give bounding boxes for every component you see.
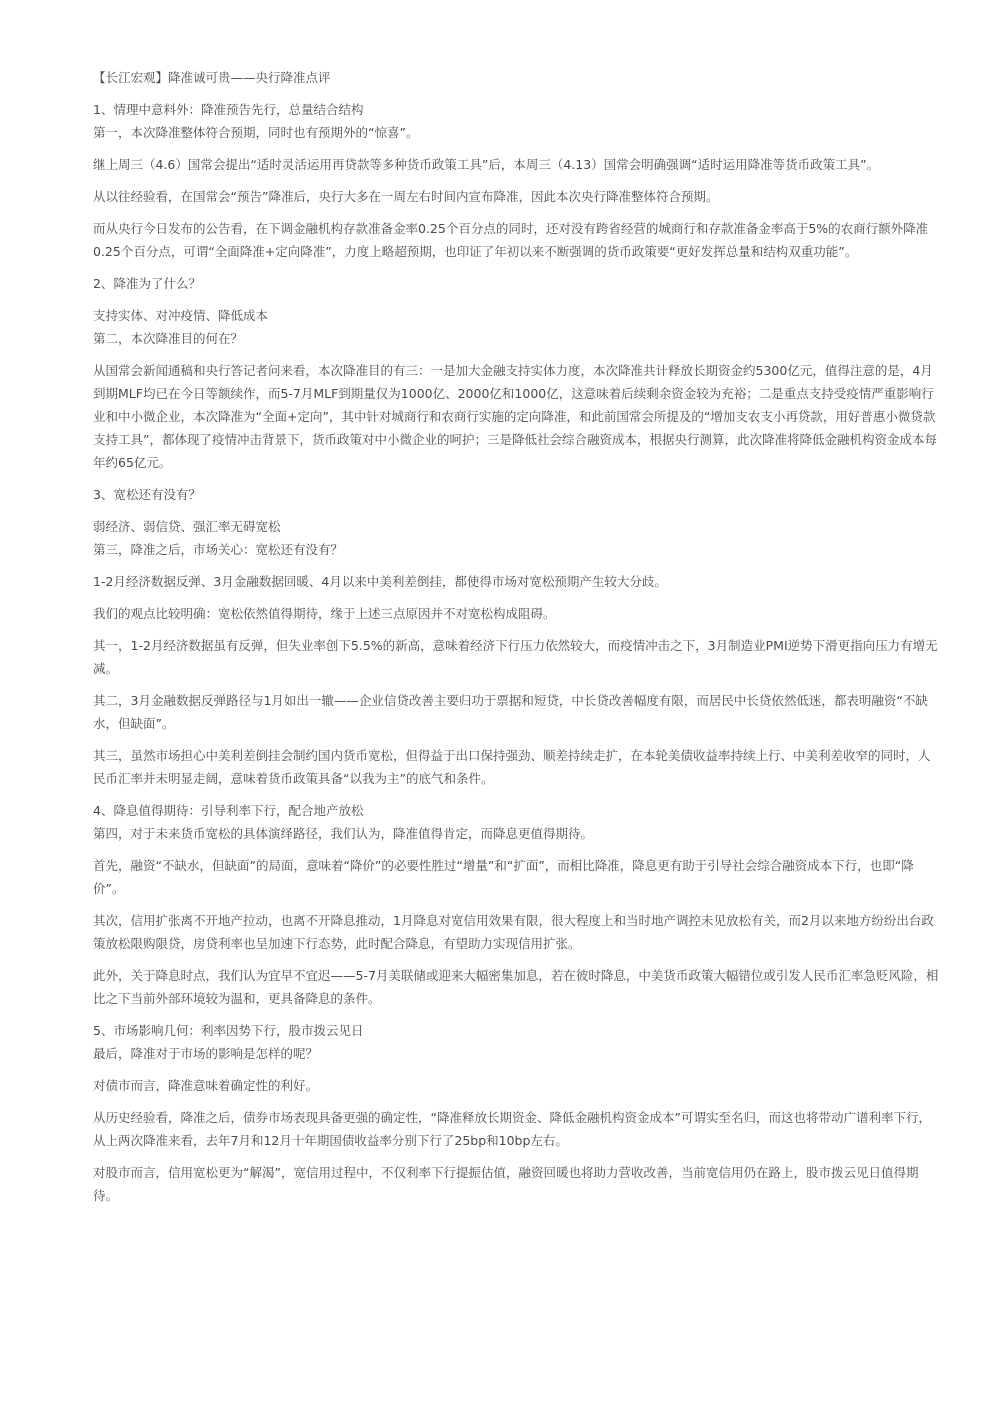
paragraph: 我们的观点比较明确：宽松依然值得期待，缘于上述三点原因并不对宽松构成阻碍。 [93, 606, 556, 621]
paragraph: 从历史经验看，降准之后，债券市场表现具备更强的确定性，“降准释放长期资金、降低金融机构资金成本”可谓实至名归，而这也将带动广谱利率下行，从上两次降准来看，去年7月和12月十年期国债收益率分别下行了25bp和10bp左右。 [93, 1110, 931, 1148]
document-title: 【长江宏观】降准诚可贵——央行降准点评 [93, 70, 331, 85]
paragraph: 而从央行今日发布的公告看，在下调金融机构存款准备金率0.25个百分点的同时，还对没有跨省经营的城商行和存款准备金率高于5%的农商行额外降准0.25个百分点，可谓“全面降准+定向降准”，力度上略超预期，也印证了年初以来不断强调的货币政策要“更好发挥总量和结构双重功能”。 [93, 221, 929, 259]
section-2-heading: 2、降准为了什么？ [93, 276, 201, 291]
paragraph: 继上周三（4.6）国常会提出“适时灵活运用再贷款等多种货币政策工具”后，本周三（4.13）国常会明确强调“适时运用降准等货币政策工具”。 [93, 157, 880, 172]
section-2-subheading: 支持实体、对冲疫情、降低成本 [93, 308, 269, 323]
section-3-subheading: 弱经济、弱信贷、强汇率无碍宽松 [93, 519, 281, 534]
paragraph: 对债市而言，降准意味着确定性的利好。 [93, 1078, 319, 1093]
paragraph: 其一，1-2月经济数据虽有反弹，但失业率创下5.5%的新高，意味着经济下行压力依然较大，而疫情冲击之下，3月制造业PMI逆势下滑更指向压力有增无减。 [93, 638, 938, 676]
paragraph: 最后，降准对于市场的影响是怎样的呢？ [93, 1046, 319, 1061]
paragraph: 对股市而言，信用宽松更为“解渴”，宽信用过程中，不仅利率下行提振估值，融资回暖也将助力营收改善，当前宽信用仍在路上，股市拨云见日值得期待。 [93, 1165, 919, 1203]
section-4-heading: 4、降息值得期待：引导利率下行，配合地产放松 [93, 803, 364, 818]
paragraph: 1-2月经济数据反弹、3月金融数据回暖、4月以来中美利差倒挂，都使得市场对宽松预期产生较大分歧。 [93, 574, 667, 589]
paragraph: 此外，关于降息时点，我们认为宜早不宜迟——5-7月美联储或迎来大幅密集加息，若在彼时降息，中美货币政策大幅错位或引发人民币汇率急贬风险，相比之下当前外部环境较为温和，更具备降息的条件。 [93, 968, 939, 1006]
paragraph: 首先，融资“不缺水，但缺面”的局面，意味着“降价”的必要性胜过“增量”和“扩面”，而相比降准，降息更有助于引导社会综合融资成本下行，也即“降价”。 [93, 858, 914, 896]
section-5-heading: 5、市场影响几何：利率因势下行，股市拨云见日 [93, 1023, 364, 1038]
section-3-heading: 3、宽松还有没有？ [93, 487, 201, 502]
paragraph: 第四，对于未来货币宽松的具体演绎路径，我们认为，降准值得肯定，而降息更值得期待。 [93, 826, 594, 841]
paragraph: 从以往经验看，在国常会“预告”降准后，央行大多在一周左右时间内宣布降准，因此本次央行降准整体符合预期。 [93, 189, 719, 204]
paragraph: 从国常会新闻通稿和央行答记者问来看，本次降准目的有三：一是加大金融支持实体力度，本次降准共计释放长期资金约5300亿元，值得注意的是，4月到期MLF均已在今日等额续作，而5-7月MLF到期量仅为1000亿、2000亿和1000亿，这意味着后续剩余资金较为充裕；二是重点支持受疫情严重影响行业和中小微企业，本次降准为“全面+定向”，其中针对城商行和农商行实施的定向降准，和此前国常会所提及的“增加支农支小再贷款，用好普惠小微贷款支持工具”，都体现了疫情冲击背景下，货币政策对中小微企业的呵护；三是降低社会综合融资成本，根据央行测算，此次降准将降低金融机构资金成本每年约65亿元。 [93, 363, 937, 470]
section-1-heading: 1、情理中意料外：降准预告先行，总量结合结构 [93, 102, 364, 117]
paragraph: 其次，信用扩张离不开地产拉动，也离不开降息推动，1月降息对宽信用效果有限，很大程度上和当时地产调控未见放松有关，而2月以来地方纷纷出台政策放松限购限贷，房贷利率也呈加速下行态势，此时配合降息，有望助力实现信用扩张。 [93, 913, 934, 951]
paragraph: 第一，本次降准整体符合预期，同时也有预期外的“惊喜”。 [93, 125, 419, 140]
paragraph: 第二，本次降准目的何在？ [93, 331, 244, 346]
paragraph: 第三，降准之后，市场关心：宽松还有没有？ [93, 542, 344, 557]
paragraph: 其二，3月金融数据反弹路径与1月如出一辙——企业信贷改善主要归功于票据和短贷，中长贷改善幅度有限，而居民中长贷依然低迷，都表明融资“不缺水，但缺面”。 [93, 693, 928, 731]
paragraph: 其三，虽然市场担心中美利差倒挂会制约国内货币宽松，但得益于出口保持强劲、顺差持续走扩，在本轮美债收益率持续上行、中美利差收窄的同时，人民币汇率并未明显走阔，意味着货币政策具备“以我为主”的底气和条件。 [93, 748, 931, 786]
